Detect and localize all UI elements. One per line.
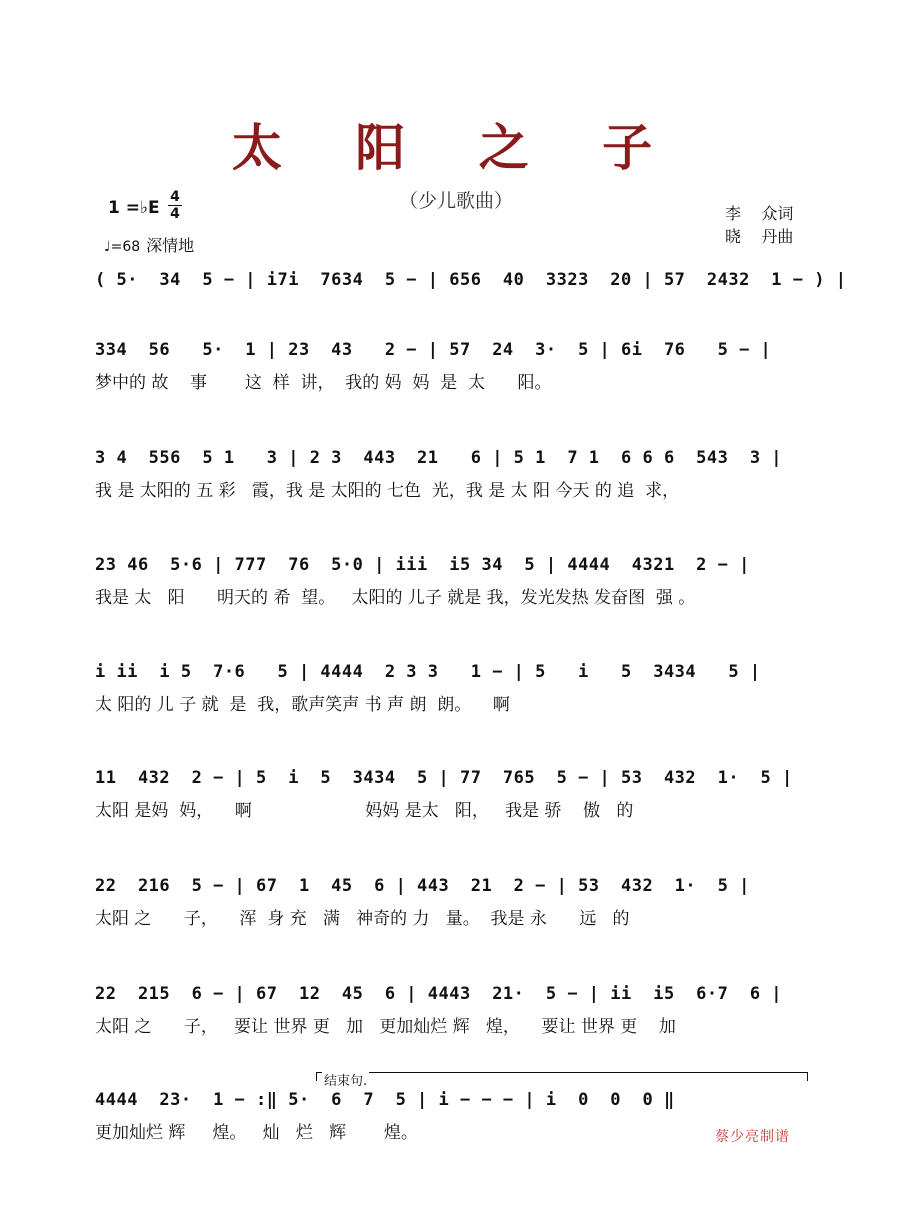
notes-line: 22 216 5 − | 67 1 45 6 | 443 21 2 − | 53 432 1· 5 | [95,876,750,896]
notes-line: i ii i 5 7·6 5 | 4444 2 3 3 1 − | 5 i 5 3434 5 | [95,662,761,682]
lyrics-line: 太 阳的 儿 子 就 是 我，歌声笑声 书 声 朗 朗。 啊 [95,695,510,715]
lyrics-line: 更加灿烂 辉 煌。 灿 烂 辉 煌。 [95,1123,418,1143]
composer: 晓 丹曲 [725,227,794,246]
score-row [95,982,815,1040]
score-row [95,446,815,504]
score-row [95,338,815,396]
time-signature [168,190,182,221]
score-row [95,1088,815,1146]
lyrics-line: 太阳 之 子， 要让 世界 更 加 更加灿烂 辉 煌， 要让 世界 更 加 [95,1017,676,1037]
score-row [95,766,815,824]
ending-label: 结束句. [322,1070,369,1089]
credits [725,202,793,248]
score-row [95,874,815,932]
transcriber-credit: 蔡少亮制谱 [715,1129,790,1145]
time-signature-top: 4 [170,189,180,205]
lyrics-line: 我是 太 阳 明天的 希 望。 太阳的 儿子 就是 我，发光发热 发奋图 强 。 [95,588,696,608]
key-signature: 1 =♭E [108,198,160,218]
notes-line: ( 5· 34 5 − | i7i 7634 5 − | 656 40 3323 20 | 57 2432 1 − ) | [95,270,847,290]
notes-line: 4444 23· 1 − :‖ 5· 6 7 5 | i − − − | i 0 0 0 ‖ [95,1090,675,1110]
notes-line: 22 215 6 − | 67 12 45 6 | 4443 21· 5 − | ii i5 6·7 6 | [95,984,783,1004]
ending-bracket [316,1072,808,1081]
song-title: 太 阳 之 子 [231,119,681,177]
notes-line: 11 432 2 − | 5 i 5 3434 5 | 77 765 5 − | 53 432 1· 5 | [95,768,793,788]
notes-line: 334 56 5· 1 | 23 43 2 − | 57 24 3· 5 | 6i 76 5 − | [95,340,772,360]
notes-line: 23 46 5·6 | 777 76 5·0 | iii i5 34 5 | 4444 4321 2 − | [95,555,750,575]
lyrics-line: 太阳 是妈 妈， 啊 妈妈 是太 阳， 我是 骄 傲 的 [95,801,634,821]
lyrics-line: 梦中的 故 事 这 样 讲， 我的 妈 妈 是 太 阳。 [95,373,552,393]
song-subtitle: （少儿歌曲） [398,190,513,212]
notes-line: 3 4 556 5 1 3 | 2 3 443 21 6 | 5 1 7 1 6 6 6 543 3 | [95,448,783,468]
tempo-marking [104,233,194,256]
score-row [95,660,815,718]
expression-marking: 深情地 [146,236,195,255]
score-row [95,553,815,611]
tempo-value: ♩=68 [104,239,141,255]
lyrics-line: 我 是 太阳的 五 彩 霞，我 是 太阳的 七色 光，我 是 太 阳 今天 的 追 求， [95,481,680,501]
score-row [95,268,847,292]
time-signature-bottom: 4 [170,206,180,222]
lyricist: 李 众词 [725,204,794,223]
lyrics-line: 太阳 之 子， 浑 身 充 满 神奇的 力 量。 我是 永 远 的 [95,909,630,929]
